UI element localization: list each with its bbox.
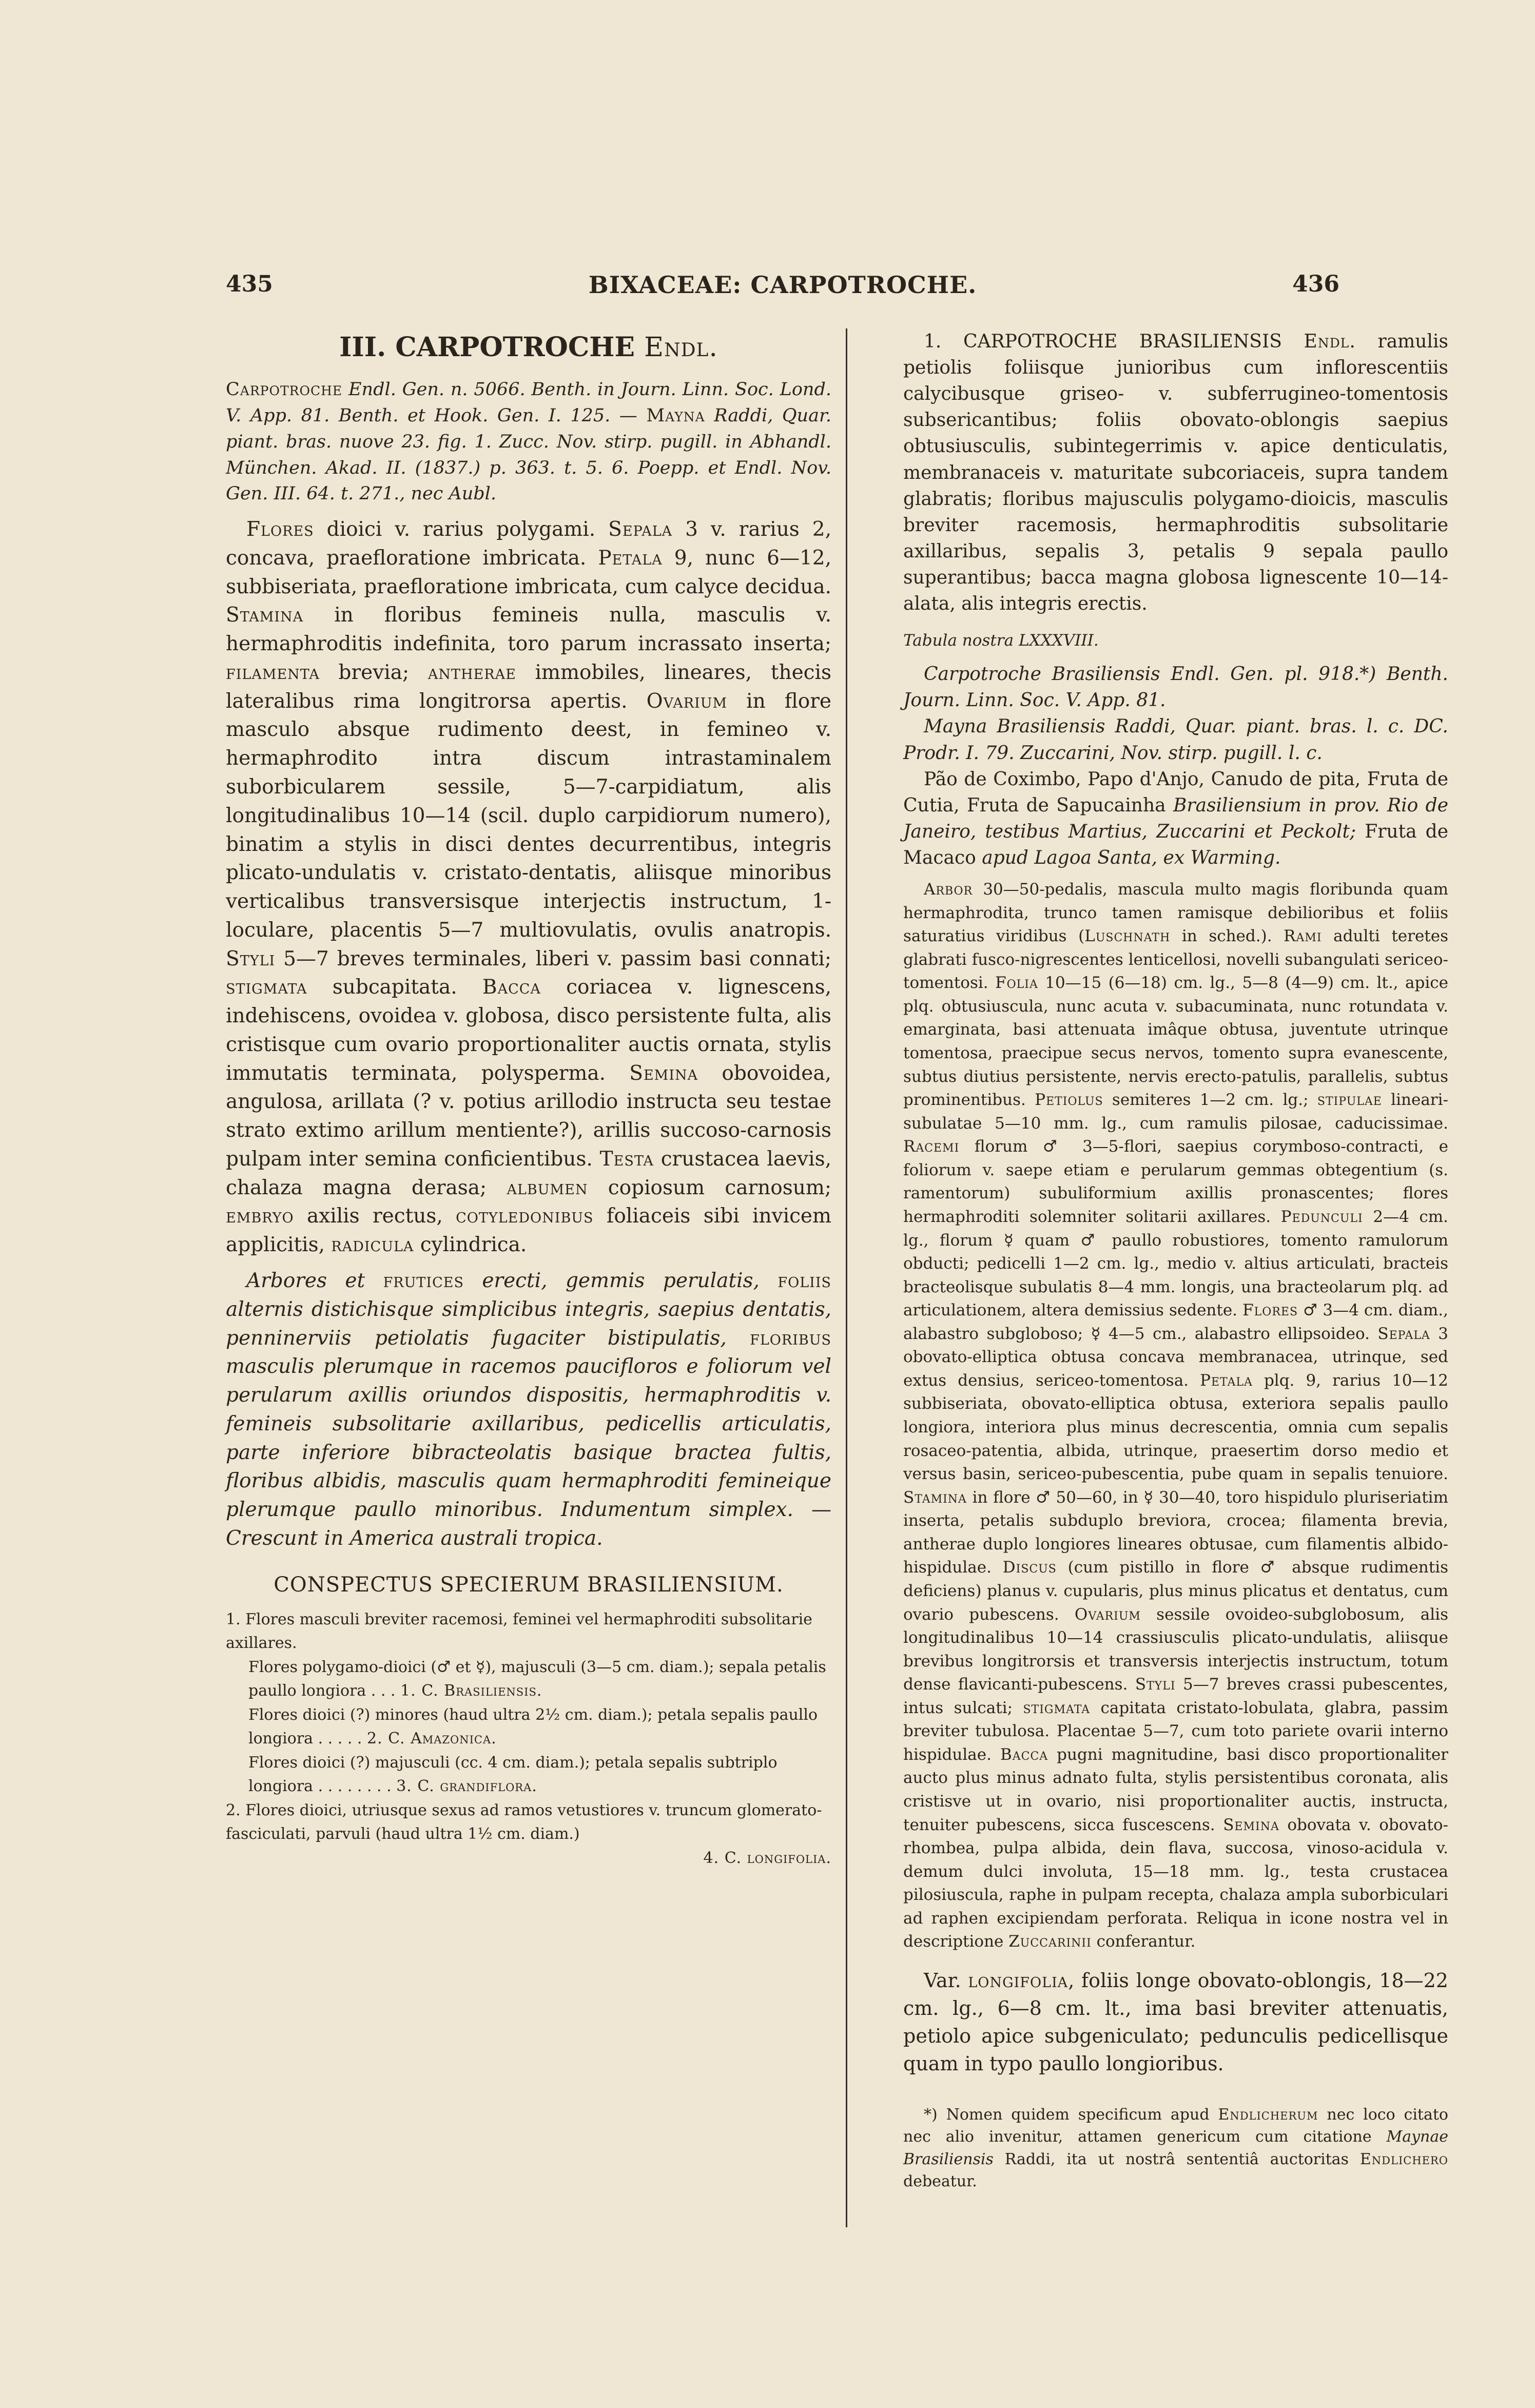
text-run: 5—7 breves crassi pubescentes, intus sulcati; (903, 1675, 1448, 1717)
text-run: Stamina (903, 1488, 967, 1507)
text-run: longifolia (968, 1969, 1068, 1992)
genus-heading-name: III. CARPOTROCHE (339, 332, 635, 363)
text-run: filamenta (226, 661, 320, 684)
text-run: 5—7 breves terminales, liberi v. passim basi connati; (275, 947, 831, 970)
species-reference-1 (903, 661, 1448, 713)
text-run: lineari-subulatae 5—10 mm. lg., cum ramulis pilosae, caducissimae. (903, 1091, 1449, 1133)
text-run: in floribus femineis nulla, masculis v. hermaphroditis indefinita, toro parum incrassato inserta; (226, 604, 831, 656)
text-run: Brasiliensium in prov. Rio de Janeiro, testibus Martius, Zuccarini et Peckolt; (903, 794, 1448, 842)
text-run: albumen (507, 1176, 588, 1199)
text-run: Styli (226, 947, 276, 970)
text-run: Sepala (608, 518, 673, 541)
species-reference-2 (903, 713, 1448, 766)
text-run: obovata v. obovato-rhombea, pulpa albida, dein flava, succosa, vinoso-acidula v. demum dulci involuta, 15—18 mm. lg., testa crustacea pilosiuscula, raphe in pulpam recepta, chalaza ampla suborbiculari ad raphen excipiendam perforata. Reliqua in icone nostra vel in descriptione (903, 1815, 1448, 1951)
text-run: conferantur. (1091, 1932, 1196, 1951)
variety-longifolia (903, 1967, 1448, 2078)
text-run: obovoidea, angulosa, arillata (? v. potius arillodio instructa seu testae strato extimo arillum mentiente?), arillis succoso-carnosis pulpam inter semina conficientibus. (226, 1061, 831, 1171)
key-lead-ref: 2. C. Amazonica. (366, 1730, 497, 1748)
text-run: — (610, 405, 647, 426)
text-run: Ovarium (646, 689, 728, 713)
text-run: in flore ♂ 50—60, in ☿ 30—40, toro hispidulo pluriseriatim inserta, petalis subduplo breviora, crocea; filamenta brevia, antherae duplo longiores lineares obtusae, cum filamentis albido-hispidulae. (903, 1488, 1448, 1577)
text-run: Endlichero (1359, 2150, 1448, 2168)
text-run: stigmata (226, 976, 307, 999)
genus-habit (226, 1267, 831, 1553)
text-run: Bacca (482, 976, 541, 999)
plate-reference (903, 629, 1448, 652)
text-run: dioici v. rarius polygami. (314, 518, 609, 541)
text-run: foliaceis sibi invicem applicitis, (226, 1205, 831, 1257)
text-run: sessile ovoideo-subglobosum, alis longitudinalibus 10—14 crassiusculis plicato-undulatis, aliisque brevibus longitrorsis et transversis interjectis instructum, totum dense flavicanti-pubescens. (903, 1605, 1449, 1694)
key-lead-ref: 1. C. Brasiliensis. (400, 1682, 542, 1700)
text-run: Raddi, Quar. piant. bras. nuove 23. fig. 1. Zucc. Nov. stirp. pugill. in Abhandl. München. Akad. II. (1837.) p. 363. t. 5. 6. Poepp. et Endl. Nov. Gen. III. 64. t. 271., nec Aubl. (226, 405, 831, 504)
text-run: Luschnath (1084, 927, 1171, 946)
text-run: pugni magnitudine, basi disco proportionaliter aucto plus minus adnato fulta, stylis persistentibus coronata, alis cristisve ut in ovario, nisi proportionaliter auctis, instructa, tenuiter pubescens, sicca fuscescens. (903, 1745, 1448, 1834)
text-run: 1. CARPOTROCHE BRASILIENSIS (924, 331, 1304, 352)
text-run: Flores (246, 518, 314, 541)
text-run: subcapitata. (307, 976, 482, 999)
text-run: Semina (629, 1061, 698, 1085)
text-run: 30—50-pedalis, mascula multo magis floribunda quam hermaphrodita, trunco tamen ramisque debilioribus et foliis saturatius viridibus ( (903, 880, 1448, 946)
text-run: Carpotroche Brasiliensis Endl. Gen. pl. 918.*) Benth. Journ. Linn. Soc. V. App. 81. (903, 664, 1448, 711)
text-run: floribus (750, 1326, 831, 1350)
text-run: antherae (428, 661, 516, 684)
vernacular-names (903, 766, 1448, 871)
text-run: immobiles, lineares, thecis lateralibus rima longitrorsa apertis. (226, 661, 831, 713)
text-run: radicula (331, 1233, 414, 1257)
text-run: (cum pistillo in flore ♂ absque rudimentis deficiens) planus v. cupularis, plus minus plicatus et dentatus, cum ovario pubescens. (903, 1558, 1448, 1624)
text-run: Endl. Gen. n. 5066. Benth. in Journ. Linn. Soc. Lond. V. App. 81. Benth. et Hook. Gen. I. 125. (226, 379, 831, 426)
text-run: florum ♂ 3—5-flori, saepius corymboso-contracti, e foliorum v. saepe etiam e perularum gemmas obtegentium (s. ramentorum) subuliformium axillis pronascentes; flores hermaphroditi solemniter solitarii axillares. (903, 1137, 1448, 1226)
text-run: debeatur. (903, 2172, 977, 2191)
genus-heading-author: Endl. (644, 332, 718, 363)
text-run: nec loco citato nec alio invenitur, attamen genericum cum citatione (903, 2105, 1448, 2146)
text-run: Stamina (226, 604, 304, 627)
text-run: alternis distichisque simplicibus integris, saepius dentatis, penninerviis petiolatis fugaciter bistipulatis, (226, 1297, 831, 1350)
text-run: Sepala (1377, 1324, 1430, 1343)
column-divider (846, 328, 847, 2227)
text-run: Discus (1002, 1558, 1057, 1577)
text-run: copiosum carnosum; (588, 1176, 831, 1199)
running-title: BIXACEAE: CARPOTROCHE. (588, 271, 977, 299)
key-lead-1a (226, 1656, 831, 1703)
text-run: stipulae (1317, 1091, 1382, 1110)
text-run: foliis (778, 1269, 831, 1293)
text-run: Endlicherum (1218, 2105, 1318, 2124)
text-run: in sched.). (1170, 927, 1284, 946)
right-column (903, 328, 1448, 2193)
key-lead-text: Flores dioici (?) minores (haud ultra 2½ cm. diam.); petala sepalis paullo longiora . . . . . (248, 1705, 818, 1748)
text-run: axilis rectus, (294, 1205, 456, 1228)
text-run: Zuccarinii (1008, 1932, 1092, 1951)
text-run: Racemi (903, 1137, 960, 1156)
text-run: ♂ 3—4 cm. diam., alabastro subgloboso; ☿ 4—5 cm., alabastro ellipsoideo. (903, 1301, 1448, 1343)
key-lead-text: 2. Flores dioici, utriusque sexus ad ramos vetustiores v. truncum glomerato-fasciculati, parvuli (haud ultra 1½ cm. diam.) (226, 1801, 822, 1843)
text-run: crustacea laevis, chalaza magna derasa; (226, 1147, 831, 1199)
text-run: capitata cristato-lobulata, glabra, passim breviter tubulosa. Placentae 5—7, cum toto pariete ovarii interno hispidulae. (903, 1698, 1448, 1764)
text-run: Petiolus (1035, 1091, 1103, 1110)
text-run: Testa (599, 1147, 654, 1171)
footnote (903, 2104, 1448, 2193)
genus-description (226, 515, 831, 1259)
text-run: Endl. (1304, 331, 1356, 352)
text-run: Styli (1135, 1675, 1176, 1694)
key-lead-text: Flores dioici (?) majusculi (cc. 4 cm. diam.); petala sepalis subtriplo longiora . . . . . . . . (248, 1753, 778, 1796)
text-run: Mayna Brasiliensis Raddi, Quar. piant. bras. l. c. DC. Prodr. I. 79. Zuccarini, Nov. stirp. pugill. l. c. (903, 716, 1448, 764)
text-run: Ovarium (1074, 1605, 1141, 1624)
text-run: 10—15 (6—18) cm. lg., 5—8 (4—9) cm. lt., apice plq. obtusiuscula, nunc acuta v. subacuminata, nunc rotundata v. emarginata, basi attenuata imâque obtusa, juventute utrinque tomentosa, praecipue secus nervos, tomento supra evanescente, subtus diutius persistente, nervis erecto-patulis, parallelis, subtus prominentibus. (903, 974, 1448, 1110)
text-run: semiteres 1—2 cm. lg.; (1103, 1091, 1317, 1110)
text-run: coriacea v. lignescens, indehiscens, ovoidea v. globosa, disco persistente fulta, alis cristisque cum ovario proportionaliter auctis ornata, stylis immutatis terminata, polysperma. (226, 976, 831, 1085)
text-run: — (793, 1498, 831, 1522)
text-run: 2—4 cm. lg., florum ☿ quam ♂ paullo robustiores, tomento ramulorum obducti; pedicelli 1—2 cm. lg., medio v. altius articulati, bracteis bracteolisque subulatis 8—4 mm. longis, una bracteolarum plq. ad articulationem, altera demissius sedente. (903, 1207, 1449, 1320)
text-run: Flores (1242, 1301, 1298, 1320)
plate-reference-text: Tabula nostra LXXXVIII. (903, 631, 1099, 650)
key-ref-2 (226, 1847, 831, 1871)
text-run: 3 v. rarius 2, concava, praefloratione imbricata. (226, 518, 831, 570)
text-run: 9, nunc 6—12, subbiseriata, praefloratione imbricata, cum calyce decidua. (226, 546, 831, 598)
conspectus-title: CONSPECTUS SPECIERUM BRASILIENSIUM. (274, 1572, 784, 1597)
text-run: , foliis longe obovato-oblongis, 18—22 cm. lg., 6—8 cm. lt., ima basi breviter attenuatis, petiolo apice subgeniculato; pedunculis pedicellisque quam in typo paullo longioribus. (903, 1969, 1448, 2075)
text-run: Pão de Coximbo, Papo d'Anjo, Canudo de pita, Fruta de Cutia, Fruta de Sapucainha (903, 768, 1448, 816)
genus-heading (226, 328, 831, 366)
text-run: cotyledonibus (456, 1205, 594, 1228)
text-run: Var. (924, 1969, 968, 1992)
text-run: apud Lagoa Santa, ex Warming. (982, 847, 1281, 868)
text-run: Rami (1284, 927, 1322, 946)
text-run: erecti, gemmis perulatis, (463, 1269, 778, 1293)
key-lead-ref: 3. C. grandiflora. (396, 1777, 537, 1796)
text-run: Arbor (924, 880, 973, 899)
key-lead-1b (226, 1703, 831, 1751)
text-run: Mayna (646, 405, 705, 426)
text-run: Petala (1200, 1371, 1253, 1390)
text-run: plq. 9, rarius 10—12 subbiseriata, obovato-elliptica obtusa, exteriora sepalis paullo longiora, interiora plus minus decrescentia, omnia cum sepalis rosaceo-patentia, albida, utrinque, praesertim dorso medio et versus basin, sericeo-pubescentia, pube quam in sepalis tenuiore. (903, 1371, 1448, 1484)
text-run: Arbores et (246, 1269, 383, 1293)
text-run: brevia; (319, 661, 428, 684)
species-key (226, 1608, 831, 1871)
left-column (226, 328, 831, 1870)
text-run: embryo (226, 1205, 294, 1228)
text-run: Pedunculi (1280, 1207, 1363, 1226)
text-run: ramulis petiolis foliisque junioribus cum inflorescentiis calycibusque griseo- v. subferrugineo-tomentosis subsericantibus; foliis obovato-oblongis saepius obtusiusculis, subintegerrimis v. apice denticulatis, membranaceis v. maturitate subcoriaceis, supra tandem glabratis; floribus majusculis polygamo-dioicis, masculis breviter racemosis, hermaphroditis subsolitarie axillaribus, sepalis 3, petalis 9 sepala paullo superantibus; bacca magna globosa lignescente 10—14-alata, alis integris erectis. (903, 331, 1448, 615)
text-run: cylindrica. (414, 1233, 527, 1257)
text-run: Carpotroche (226, 379, 343, 400)
species-description (903, 878, 1448, 1954)
text-run: in flore masculo absque rudimento deest, in femineo v. hermaphrodito intra discum intrastaminalem suborbicularem sessile, 5—7-carpidiatum, alis longitudinalibus 10—14 (scil. duplo carpidiorum numero), binatim a stylis in disci dentes decurrentibus, integris plicato-undulatis v. cristato-dentatis, aliisque minoribus verticalibus transversisque interjectis instructum, 1-loculare, placentis 5—7 multiovulatis, ovulis anatropis. (226, 689, 832, 942)
text-run: Crescunt in America australi tropica. (226, 1526, 603, 1550)
text-run: *) Nomen quidem specificum apud (924, 2105, 1218, 2124)
text-run: adulti teretes glabrati fusco-nigrescentes lenticellosi, novelli subangulati sericeo-tomentosi. (903, 927, 1449, 993)
key-lead-ref: 4. C. longifolia. (703, 1849, 831, 1867)
text-run: Petala (598, 546, 663, 570)
text-run: frutices (383, 1269, 464, 1293)
text-run: masculis plerumque in racemos paucifloros e foliorum vel perularum axillis oriundos dispositis, hermaphroditis v. femineis subsolitarie axillaribus, pedicellis articulatis, parte inferiore bibracteolatis basique bractea fultis, floribus albidis, masculis quam hermaphroditi femineique plerumque paullo minoribus. Indumentum simplex. (226, 1355, 831, 1522)
text-run: Raddi, ita ut nostrâ sententiâ auctoritas (993, 2150, 1360, 2168)
key-lead-1c (226, 1751, 831, 1799)
key-couplet-2 (226, 1799, 831, 1847)
species-diagnosis (903, 328, 1448, 617)
text-run: Maynae Brasiliensis (903, 2128, 1448, 2168)
running-head (226, 271, 1339, 307)
key-lead-text: Flores polygamo-dioici (♂ et ☿), majusculi (3—5 cm. diam.); sepala petalis paullo longiora . . . (248, 1658, 826, 1700)
page-number-right: 436 (1292, 271, 1339, 297)
key-couplet-1: 1. Flores masculi breviter racemosi, feminei vel hermaphroditi subsolitarie axillares. (226, 1610, 812, 1653)
genus-synonymy (226, 377, 831, 507)
text-run: Fruta de Macaco (903, 821, 1448, 868)
text-run: 3 obovato-elliptica obtusa concava membranacea, utrinque, sed extus densius, sericeo-tomentosa. (903, 1324, 1448, 1390)
text-run: stigmata (1023, 1698, 1091, 1717)
text-run: Folia (995, 974, 1038, 993)
page-number-left: 435 (226, 271, 273, 297)
text-run: Bacca (1000, 1745, 1048, 1764)
text-run: Semina (1223, 1815, 1279, 1834)
